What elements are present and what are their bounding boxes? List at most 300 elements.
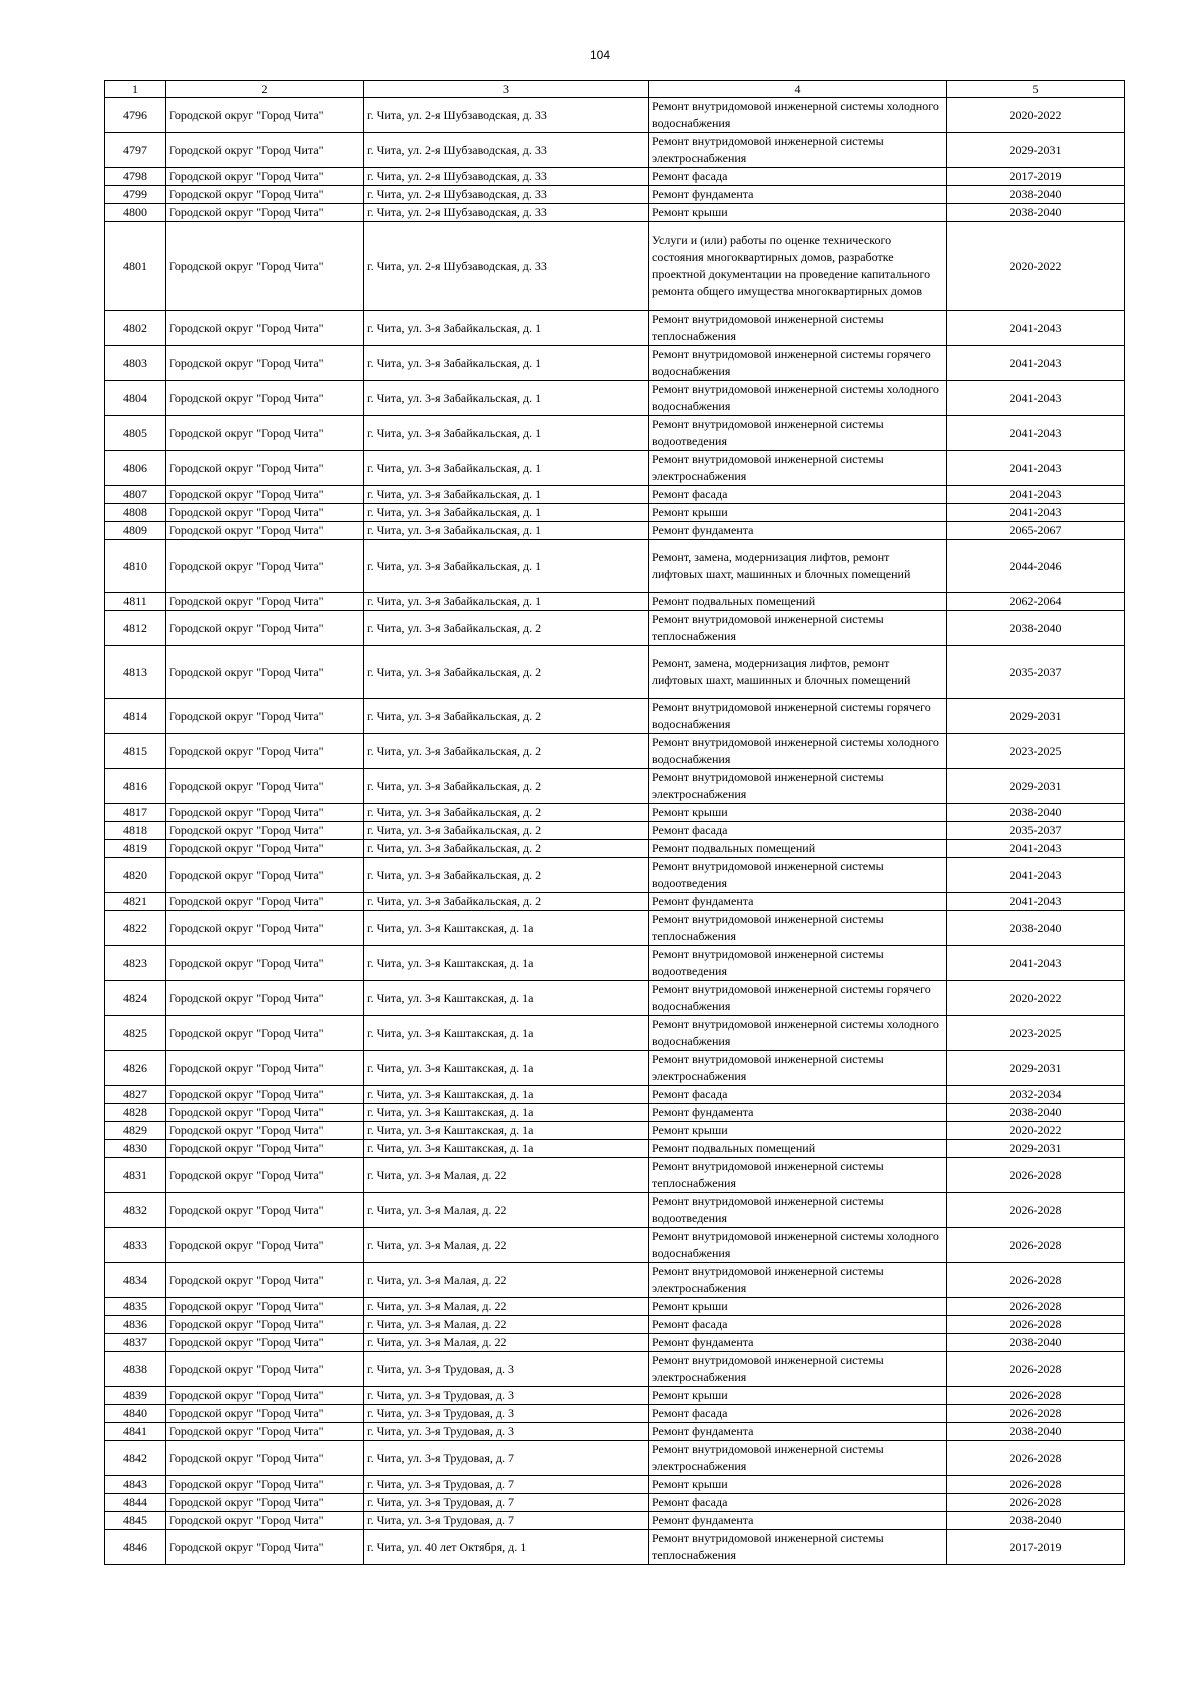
table-row — [105, 1405, 1125, 1423]
period-cell: 2038-2040 — [947, 1334, 1125, 1352]
address-cell: г. Чита, ул. 3-я Малая, д. 22 — [364, 1263, 649, 1298]
period-cell: 2020-2022 — [947, 1122, 1125, 1140]
row-number: 4827 — [105, 1086, 166, 1104]
work-type-cell: Ремонт, замена, модернизация лифтов, ремонт лифтовых шахт, машинных и блочных помещений — [649, 540, 947, 593]
municipality-cell: Городской округ "Город Чита" — [166, 1104, 364, 1122]
period-cell: 2041-2043 — [947, 893, 1125, 911]
municipality-cell: Городской округ "Город Чита" — [166, 1494, 364, 1512]
address-cell: г. Чита, ул. 3-я Забайкальская, д. 2 — [364, 646, 649, 699]
work-type-cell: Ремонт внутридомовой инженерной системы теплоснабжения — [649, 311, 947, 346]
municipality-cell: Городской округ "Город Чита" — [166, 1441, 364, 1476]
period-cell: 2029-2031 — [947, 1051, 1125, 1086]
row-number: 4812 — [105, 611, 166, 646]
address-cell: г. Чита, ул. 3-я Забайкальская, д. 1 — [364, 346, 649, 381]
address-cell: г. Чита, ул. 40 лет Октября, д. 1 — [364, 1530, 649, 1565]
table-row — [105, 204, 1125, 222]
row-number: 4801 — [105, 222, 166, 311]
address-cell: г. Чита, ул. 3-я Забайкальская, д. 2 — [364, 804, 649, 822]
period-cell: 2026-2028 — [947, 1405, 1125, 1423]
address-cell: г. Чита, ул. 3-я Забайкальская, д. 1 — [364, 451, 649, 486]
header-row — [105, 81, 1125, 98]
period-cell: 2035-2037 — [947, 646, 1125, 699]
work-type-cell: Ремонт фасада — [649, 1316, 947, 1334]
period-cell: 2041-2043 — [947, 346, 1125, 381]
period-cell: 2038-2040 — [947, 804, 1125, 822]
period-cell: 2026-2028 — [947, 1441, 1125, 1476]
table-row — [105, 1387, 1125, 1405]
work-type-cell: Ремонт внутридомовой инженерной системы горячего водоснабжения — [649, 346, 947, 381]
address-cell: г. Чита, ул. 3-я Забайкальская, д. 1 — [364, 504, 649, 522]
table-row — [105, 611, 1125, 646]
table-row — [105, 1016, 1125, 1051]
work-type-cell: Ремонт внутридомовой инженерной системы водоотведения — [649, 416, 947, 451]
table-row — [105, 416, 1125, 451]
row-number: 4832 — [105, 1193, 166, 1228]
table-row — [105, 946, 1125, 981]
period-cell: 2026-2028 — [947, 1158, 1125, 1193]
address-cell: г. Чита, ул. 2-я Шубзаводская, д. 33 — [364, 186, 649, 204]
period-cell: 2062-2064 — [947, 593, 1125, 611]
period-cell: 2026-2028 — [947, 1228, 1125, 1263]
address-cell: г. Чита, ул. 3-я Забайкальская, д. 2 — [364, 822, 649, 840]
row-number: 4840 — [105, 1405, 166, 1423]
municipality-cell: Городской округ "Город Чита" — [166, 504, 364, 522]
table-row — [105, 858, 1125, 893]
row-number: 4806 — [105, 451, 166, 486]
municipality-cell: Городской округ "Город Чита" — [166, 1263, 364, 1298]
municipality-cell: Городской округ "Город Чита" — [166, 858, 364, 893]
work-type-cell: Ремонт крыши — [649, 804, 947, 822]
work-type-cell: Ремонт внутридомовой инженерной системы горячего водоснабжения — [649, 699, 947, 734]
work-type-cell: Ремонт крыши — [649, 1476, 947, 1494]
work-type-cell: Ремонт фасада — [649, 1086, 947, 1104]
address-cell: г. Чита, ул. 3-я Малая, д. 22 — [364, 1158, 649, 1193]
row-number: 4808 — [105, 504, 166, 522]
table-row — [105, 1512, 1125, 1530]
period-cell: 2032-2034 — [947, 1086, 1125, 1104]
municipality-cell: Городской округ "Город Чита" — [166, 1298, 364, 1316]
row-number: 4819 — [105, 840, 166, 858]
row-number: 4821 — [105, 893, 166, 911]
work-type-cell: Ремонт, замена, модернизация лифтов, ремонт лифтовых шахт, машинных и блочных помещений — [649, 646, 947, 699]
work-type-cell: Ремонт внутридомовой инженерной системы электроснабжения — [649, 133, 947, 168]
municipality-cell: Городской округ "Город Чита" — [166, 946, 364, 981]
address-cell: г. Чита, ул. 3-я Забайкальская, д. 2 — [364, 893, 649, 911]
period-cell: 2041-2043 — [947, 311, 1125, 346]
period-cell: 2041-2043 — [947, 840, 1125, 858]
row-number: 4841 — [105, 1423, 166, 1441]
row-number: 4811 — [105, 593, 166, 611]
period-cell: 2038-2040 — [947, 611, 1125, 646]
municipality-cell: Городской округ "Город Чита" — [166, 1512, 364, 1530]
table-header — [105, 81, 1125, 98]
period-cell: 2035-2037 — [947, 822, 1125, 840]
period-cell: 2038-2040 — [947, 1104, 1125, 1122]
municipality-cell: Городской округ "Город Чита" — [166, 1316, 364, 1334]
municipality-cell: Городской округ "Город Чита" — [166, 1530, 364, 1565]
address-cell: г. Чита, ул. 3-я Трудовая, д. 7 — [364, 1494, 649, 1512]
page-number: 104 — [589, 48, 611, 62]
table-row — [105, 1476, 1125, 1494]
row-number: 4809 — [105, 522, 166, 540]
period-cell: 2041-2043 — [947, 381, 1125, 416]
row-number: 4805 — [105, 416, 166, 451]
period-cell: 2017-2019 — [947, 1530, 1125, 1565]
period-cell: 2020-2022 — [947, 222, 1125, 311]
row-number: 4836 — [105, 1316, 166, 1334]
work-type-cell: Ремонт внутридомовой инженерной системы холодного водоснабжения — [649, 98, 947, 133]
address-cell: г. Чита, ул. 3-я Забайкальская, д. 1 — [364, 593, 649, 611]
table-row — [105, 504, 1125, 522]
period-cell: 2026-2028 — [947, 1494, 1125, 1512]
address-cell: г. Чита, ул. 3-я Забайкальская, д. 1 — [364, 311, 649, 346]
table-row — [105, 186, 1125, 204]
work-type-cell: Ремонт крыши — [649, 1122, 947, 1140]
period-cell: 2026-2028 — [947, 1263, 1125, 1298]
table-row — [105, 168, 1125, 186]
row-number: 4831 — [105, 1158, 166, 1193]
work-type-cell: Ремонт внутридомовой инженерной системы электроснабжения — [649, 1263, 947, 1298]
row-number: 4845 — [105, 1512, 166, 1530]
work-type-cell: Ремонт фасада — [649, 168, 947, 186]
capital-repair-table — [104, 80, 1125, 1565]
row-number: 4802 — [105, 311, 166, 346]
municipality-cell: Городской округ "Город Чита" — [166, 1086, 364, 1104]
header-col-4: 4 — [649, 81, 947, 98]
row-number: 4826 — [105, 1051, 166, 1086]
row-number: 4838 — [105, 1352, 166, 1387]
row-number: 4842 — [105, 1441, 166, 1476]
row-number: 4834 — [105, 1263, 166, 1298]
municipality-cell: Городской округ "Город Чита" — [166, 893, 364, 911]
table-row — [105, 1316, 1125, 1334]
row-number: 4807 — [105, 486, 166, 504]
row-number: 4823 — [105, 946, 166, 981]
row-number: 4825 — [105, 1016, 166, 1051]
work-type-cell: Ремонт крыши — [649, 504, 947, 522]
work-type-cell: Ремонт фасада — [649, 822, 947, 840]
address-cell: г. Чита, ул. 3-я Забайкальская, д. 2 — [364, 699, 649, 734]
municipality-cell: Городской округ "Город Чита" — [166, 981, 364, 1016]
table-row — [105, 893, 1125, 911]
row-number: 4828 — [105, 1104, 166, 1122]
municipality-cell: Городской округ "Город Чита" — [166, 804, 364, 822]
work-type-cell: Ремонт внутридомовой инженерной системы холодного водоснабжения — [649, 1228, 947, 1263]
address-cell: г. Чита, ул. 3-я Малая, д. 22 — [364, 1193, 649, 1228]
table-row — [105, 311, 1125, 346]
table-row — [105, 1263, 1125, 1298]
municipality-cell: Городской округ "Город Чита" — [166, 522, 364, 540]
period-cell: 2041-2043 — [947, 451, 1125, 486]
work-type-cell: Ремонт фасада — [649, 1494, 947, 1512]
work-type-cell: Ремонт фундамента — [649, 1104, 947, 1122]
row-number: 4810 — [105, 540, 166, 593]
table-row — [105, 1441, 1125, 1476]
municipality-cell: Городской округ "Город Чита" — [166, 1228, 364, 1263]
municipality-cell: Городской округ "Город Чита" — [166, 346, 364, 381]
municipality-cell: Городской округ "Город Чита" — [166, 1016, 364, 1051]
work-type-cell: Услуги и (или) работы по оценке технического состояния многоквартирных домов, разработке проектной документации на проведение капитального ремонта общего имущества многоквартирных домов — [649, 222, 947, 311]
address-cell: г. Чита, ул. 3-я Малая, д. 22 — [364, 1228, 649, 1263]
period-cell: 2044-2046 — [947, 540, 1125, 593]
municipality-cell: Городской округ "Город Чита" — [166, 381, 364, 416]
work-type-cell: Ремонт внутридомовой инженерной системы электроснабжения — [649, 1352, 947, 1387]
row-number: 4837 — [105, 1334, 166, 1352]
row-number: 4822 — [105, 911, 166, 946]
row-number: 4830 — [105, 1140, 166, 1158]
address-cell: г. Чита, ул. 3-я Каштакская, д. 1а — [364, 1051, 649, 1086]
table-row — [105, 1334, 1125, 1352]
work-type-cell: Ремонт фундамента — [649, 1423, 947, 1441]
municipality-cell: Городской округ "Город Чита" — [166, 222, 364, 311]
period-cell: 2029-2031 — [947, 769, 1125, 804]
address-cell: г. Чита, ул. 2-я Шубзаводская, д. 33 — [364, 168, 649, 186]
table-row — [105, 1158, 1125, 1193]
period-cell: 2023-2025 — [947, 1016, 1125, 1051]
row-number: 4824 — [105, 981, 166, 1016]
table-row — [105, 769, 1125, 804]
table-row — [105, 1494, 1125, 1512]
municipality-cell: Городской округ "Город Чита" — [166, 911, 364, 946]
row-number: 4798 — [105, 168, 166, 186]
work-type-cell: Ремонт внутридомовой инженерной системы электроснабжения — [649, 451, 947, 486]
row-number: 4799 — [105, 186, 166, 204]
period-cell: 2029-2031 — [947, 133, 1125, 168]
municipality-cell: Городской округ "Город Чита" — [166, 1122, 364, 1140]
row-number: 4814 — [105, 699, 166, 734]
period-cell: 2038-2040 — [947, 1512, 1125, 1530]
address-cell: г. Чита, ул. 3-я Каштакская, д. 1а — [364, 946, 649, 981]
table-row — [105, 1530, 1125, 1565]
address-cell: г. Чита, ул. 3-я Каштакская, д. 1а — [364, 1122, 649, 1140]
row-number: 4820 — [105, 858, 166, 893]
work-type-cell: Ремонт внутридомовой инженерной системы теплоснабжения — [649, 911, 947, 946]
address-cell: г. Чита, ул. 3-я Каштакская, д. 1а — [364, 981, 649, 1016]
row-number: 4816 — [105, 769, 166, 804]
work-type-cell: Ремонт крыши — [649, 1387, 947, 1405]
table-row — [105, 1140, 1125, 1158]
table-row — [105, 593, 1125, 611]
table-row — [105, 133, 1125, 168]
period-cell: 2041-2043 — [947, 504, 1125, 522]
municipality-cell: Городской округ "Город Чита" — [166, 1387, 364, 1405]
address-cell: г. Чита, ул. 3-я Каштакская, д. 1а — [364, 1086, 649, 1104]
period-cell: 2026-2028 — [947, 1476, 1125, 1494]
row-number: 4796 — [105, 98, 166, 133]
table-row — [105, 1104, 1125, 1122]
period-cell: 2026-2028 — [947, 1387, 1125, 1405]
address-cell: г. Чита, ул. 2-я Шубзаводская, д. 33 — [364, 222, 649, 311]
row-number: 4804 — [105, 381, 166, 416]
table-row — [105, 98, 1125, 133]
address-cell: г. Чита, ул. 3-я Малая, д. 22 — [364, 1334, 649, 1352]
work-type-cell: Ремонт внутридомовой инженерной системы электроснабжения — [649, 1051, 947, 1086]
municipality-cell: Городской округ "Город Чита" — [166, 1051, 364, 1086]
address-cell: г. Чита, ул. 2-я Шубзаводская, д. 33 — [364, 98, 649, 133]
table-row — [105, 804, 1125, 822]
table-row — [105, 1193, 1125, 1228]
table-row — [105, 1298, 1125, 1316]
work-type-cell: Ремонт крыши — [649, 204, 947, 222]
address-cell: г. Чита, ул. 3-я Забайкальская, д. 2 — [364, 769, 649, 804]
municipality-cell: Городской округ "Город Чита" — [166, 646, 364, 699]
municipality-cell: Городской округ "Город Чита" — [166, 1158, 364, 1193]
municipality-cell: Городской округ "Город Чита" — [166, 840, 364, 858]
work-type-cell: Ремонт фасада — [649, 1405, 947, 1423]
municipality-cell: Городской округ "Город Чита" — [166, 416, 364, 451]
municipality-cell: Городской округ "Город Чита" — [166, 98, 364, 133]
address-cell: г. Чита, ул. 3-я Забайкальская, д. 2 — [364, 611, 649, 646]
municipality-cell: Городской округ "Город Чита" — [166, 769, 364, 804]
work-type-cell: Ремонт крыши — [649, 1298, 947, 1316]
table-body — [105, 98, 1125, 1565]
municipality-cell: Городской округ "Город Чита" — [166, 1334, 364, 1352]
municipality-cell: Городской округ "Город Чита" — [166, 311, 364, 346]
work-type-cell: Ремонт фундамента — [649, 893, 947, 911]
table-row — [105, 1228, 1125, 1263]
row-number: 4844 — [105, 1494, 166, 1512]
address-cell: г. Чита, ул. 3-я Каштакская, д. 1а — [364, 1104, 649, 1122]
address-cell: г. Чита, ул. 3-я Трудовая, д. 7 — [364, 1512, 649, 1530]
row-number: 4803 — [105, 346, 166, 381]
municipality-cell: Городской округ "Город Чита" — [166, 1476, 364, 1494]
period-cell: 2041-2043 — [947, 946, 1125, 981]
header-col-1: 1 — [105, 81, 166, 98]
work-type-cell: Ремонт фундамента — [649, 522, 947, 540]
period-cell: 2026-2028 — [947, 1316, 1125, 1334]
table-row — [105, 822, 1125, 840]
address-cell: г. Чита, ул. 3-я Трудовая, д. 3 — [364, 1405, 649, 1423]
header-col-5: 5 — [947, 81, 1125, 98]
address-cell: г. Чита, ул. 3-я Забайкальская, д. 1 — [364, 381, 649, 416]
address-cell: г. Чита, ул. 3-я Забайкальская, д. 1 — [364, 522, 649, 540]
municipality-cell: Городской округ "Город Чита" — [166, 699, 364, 734]
period-cell: 2017-2019 — [947, 168, 1125, 186]
table-row — [105, 346, 1125, 381]
period-cell: 2026-2028 — [947, 1298, 1125, 1316]
address-cell: г. Чита, ул. 2-я Шубзаводская, д. 33 — [364, 133, 649, 168]
table-row — [105, 381, 1125, 416]
row-number: 4843 — [105, 1476, 166, 1494]
table-row — [105, 222, 1125, 311]
work-type-cell: Ремонт внутридомовой инженерной системы холодного водоснабжения — [649, 381, 947, 416]
table-row — [105, 1122, 1125, 1140]
table-row — [105, 646, 1125, 699]
address-cell: г. Чита, ул. 3-я Забайкальская, д. 2 — [364, 858, 649, 893]
row-number: 4833 — [105, 1228, 166, 1263]
work-type-cell: Ремонт внутридомовой инженерной системы холодного водоснабжения — [649, 1016, 947, 1051]
work-type-cell: Ремонт фундамента — [649, 186, 947, 204]
header-col-2: 2 — [166, 81, 364, 98]
municipality-cell: Городской округ "Город Чита" — [166, 540, 364, 593]
table-row — [105, 1086, 1125, 1104]
table-row — [105, 734, 1125, 769]
municipality-cell: Городской округ "Город Чита" — [166, 451, 364, 486]
municipality-cell: Городской округ "Город Чита" — [166, 133, 364, 168]
work-type-cell: Ремонт внутридомовой инженерной системы холодного водоснабжения — [649, 734, 947, 769]
table-row — [105, 1051, 1125, 1086]
work-type-cell: Ремонт внутридомовой инженерной системы теплоснабжения — [649, 1158, 947, 1193]
period-cell: 2020-2022 — [947, 981, 1125, 1016]
work-type-cell: Ремонт фасада — [649, 486, 947, 504]
period-cell: 2029-2031 — [947, 699, 1125, 734]
address-cell: г. Чита, ул. 3-я Трудовая, д. 7 — [364, 1476, 649, 1494]
row-number: 4800 — [105, 204, 166, 222]
period-cell: 2020-2022 — [947, 98, 1125, 133]
municipality-cell: Городской округ "Город Чита" — [166, 1140, 364, 1158]
municipality-cell: Городской округ "Город Чита" — [166, 168, 364, 186]
address-cell: г. Чита, ул. 3-я Каштакская, д. 1а — [364, 911, 649, 946]
address-cell: г. Чита, ул. 3-я Каштакская, д. 1а — [364, 1016, 649, 1051]
row-number: 4797 — [105, 133, 166, 168]
address-cell: г. Чита, ул. 3-я Забайкальская, д. 1 — [364, 416, 649, 451]
table-row — [105, 451, 1125, 486]
row-number: 4829 — [105, 1122, 166, 1140]
address-cell: г. Чита, ул. 3-я Забайкальская, д. 1 — [364, 540, 649, 593]
row-number: 4835 — [105, 1298, 166, 1316]
municipality-cell: Городской округ "Город Чита" — [166, 204, 364, 222]
address-cell: г. Чита, ул. 3-я Трудовая, д. 3 — [364, 1423, 649, 1441]
period-cell: 2038-2040 — [947, 911, 1125, 946]
address-cell: г. Чита, ул. 3-я Забайкальская, д. 2 — [364, 840, 649, 858]
period-cell: 2038-2040 — [947, 1423, 1125, 1441]
work-type-cell: Ремонт подвальных помещений — [649, 1140, 947, 1158]
row-number: 4817 — [105, 804, 166, 822]
municipality-cell: Городской округ "Город Чита" — [166, 593, 364, 611]
header-col-3: 3 — [364, 81, 649, 98]
address-cell: г. Чита, ул. 2-я Шубзаводская, д. 33 — [364, 204, 649, 222]
address-cell: г. Чита, ул. 3-я Трудовая, д. 3 — [364, 1387, 649, 1405]
period-cell: 2023-2025 — [947, 734, 1125, 769]
address-cell: г. Чита, ул. 3-я Малая, д. 22 — [364, 1298, 649, 1316]
municipality-cell: Городской округ "Город Чита" — [166, 611, 364, 646]
period-cell: 2038-2040 — [947, 186, 1125, 204]
work-type-cell: Ремонт внутридомовой инженерной системы теплоснабжения — [649, 611, 947, 646]
municipality-cell: Городской округ "Город Чита" — [166, 1352, 364, 1387]
address-cell: г. Чита, ул. 3-я Забайкальская, д. 1 — [364, 486, 649, 504]
work-type-cell: Ремонт внутридомовой инженерной системы водоотведения — [649, 858, 947, 893]
period-cell: 2041-2043 — [947, 416, 1125, 451]
table-row — [105, 1352, 1125, 1387]
work-type-cell: Ремонт внутридомовой инженерной системы электроснабжения — [649, 1441, 947, 1476]
address-cell: г. Чита, ул. 3-я Каштакская, д. 1а — [364, 1140, 649, 1158]
table-row — [105, 911, 1125, 946]
work-type-cell: Ремонт внутридомовой инженерной системы электроснабжения — [649, 769, 947, 804]
period-cell: 2065-2067 — [947, 522, 1125, 540]
row-number: 4839 — [105, 1387, 166, 1405]
work-type-cell: Ремонт внутридомовой инженерной системы водоотведения — [649, 946, 947, 981]
table-row — [105, 486, 1125, 504]
municipality-cell: Городской округ "Город Чита" — [166, 1193, 364, 1228]
work-type-cell: Ремонт внутридомовой инженерной системы горячего водоснабжения — [649, 981, 947, 1016]
table-row — [105, 699, 1125, 734]
municipality-cell: Городской округ "Город Чита" — [166, 486, 364, 504]
municipality-cell: Городской округ "Город Чита" — [166, 734, 364, 769]
period-cell: 2041-2043 — [947, 858, 1125, 893]
work-type-cell: Ремонт внутридомовой инженерной системы водоотведения — [649, 1193, 947, 1228]
row-number: 4818 — [105, 822, 166, 840]
row-number: 4813 — [105, 646, 166, 699]
table-row — [105, 840, 1125, 858]
work-type-cell: Ремонт подвальных помещений — [649, 593, 947, 611]
period-cell: 2026-2028 — [947, 1193, 1125, 1228]
work-type-cell: Ремонт фундамента — [649, 1512, 947, 1530]
address-cell: г. Чита, ул. 3-я Трудовая, д. 7 — [364, 1441, 649, 1476]
municipality-cell: Городской округ "Город Чита" — [166, 822, 364, 840]
period-cell: 2038-2040 — [947, 204, 1125, 222]
table-row — [105, 540, 1125, 593]
row-number: 4846 — [105, 1530, 166, 1565]
